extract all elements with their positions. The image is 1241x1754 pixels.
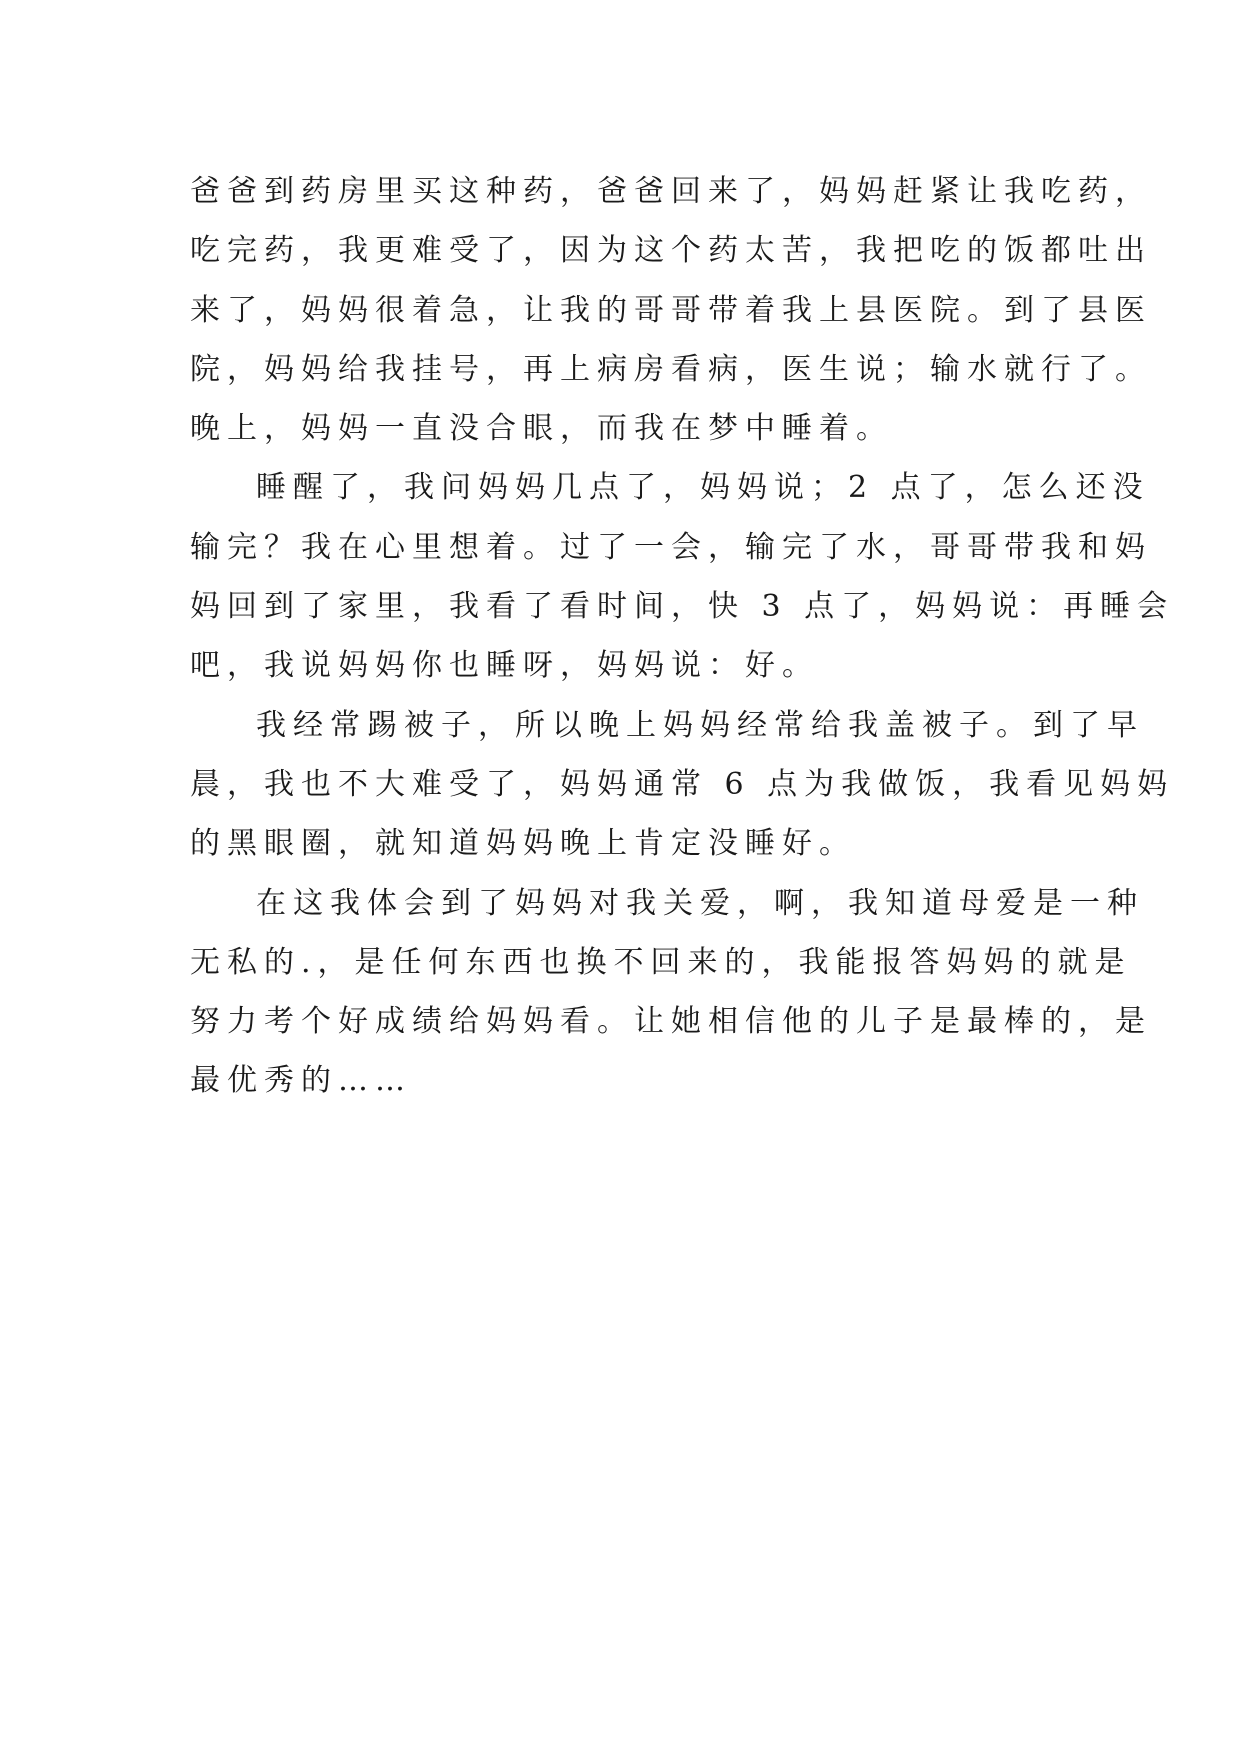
text-line: 最优秀的…… xyxy=(190,1063,412,1099)
paragraph-first-line: 睡醒了，我问妈妈几点了，妈妈说；2 点了，怎么还没 xyxy=(256,470,1150,506)
text-line: 吃完药，我更难受了，因为这个药太苦，我把吃的饭都吐出 xyxy=(190,233,1152,269)
text-line: 的黑眼圈，就知道妈妈晚上肯定没睡好。 xyxy=(190,826,856,862)
paragraph-first-line: 我经常踢被子，所以晚上妈妈经常给我盖被子。到了早 xyxy=(256,707,1144,743)
text-line: 爸爸到药房里买这种药，爸爸回来了，妈妈赶紧让我吃药， xyxy=(190,174,1152,209)
text-line: 努力考个好成绩给妈妈看。让她相信他的儿子是最棒的，是 xyxy=(190,1004,1152,1040)
paragraph-first-line: 在这我体会到了妈妈对我关爱，啊，我知道母爱是一种 xyxy=(256,885,1144,921)
text-line: 无私的.，是任何东西也换不回来的，我能报答妈妈的就是 xyxy=(190,944,1132,980)
text-line: 晚上，妈妈一直没合眼，而我在梦中睡着。 xyxy=(190,411,893,447)
text-line: 院，妈妈给我挂号，再上病房看病，医生说；输水就行了。 xyxy=(190,351,1152,387)
body-text xyxy=(190,162,1175,1111)
text-line: 来了，妈妈很着急，让我的哥哥带着我上县医院。到了县医 xyxy=(190,292,1152,328)
text-line: 妈回到了家里，我看了看时间，快 3 点了，妈妈说：再睡会 xyxy=(190,589,1175,625)
text-line: 晨，我也不大难受了，妈妈通常 6 点为我做饭，我看见妈妈 xyxy=(190,766,1175,802)
text-line: 输完？我在心里想着。过了一会，输完了水，哥哥带我和妈 xyxy=(190,529,1152,565)
text-line: 吧，我说妈妈你也睡呀，妈妈说：好。 xyxy=(190,648,819,684)
